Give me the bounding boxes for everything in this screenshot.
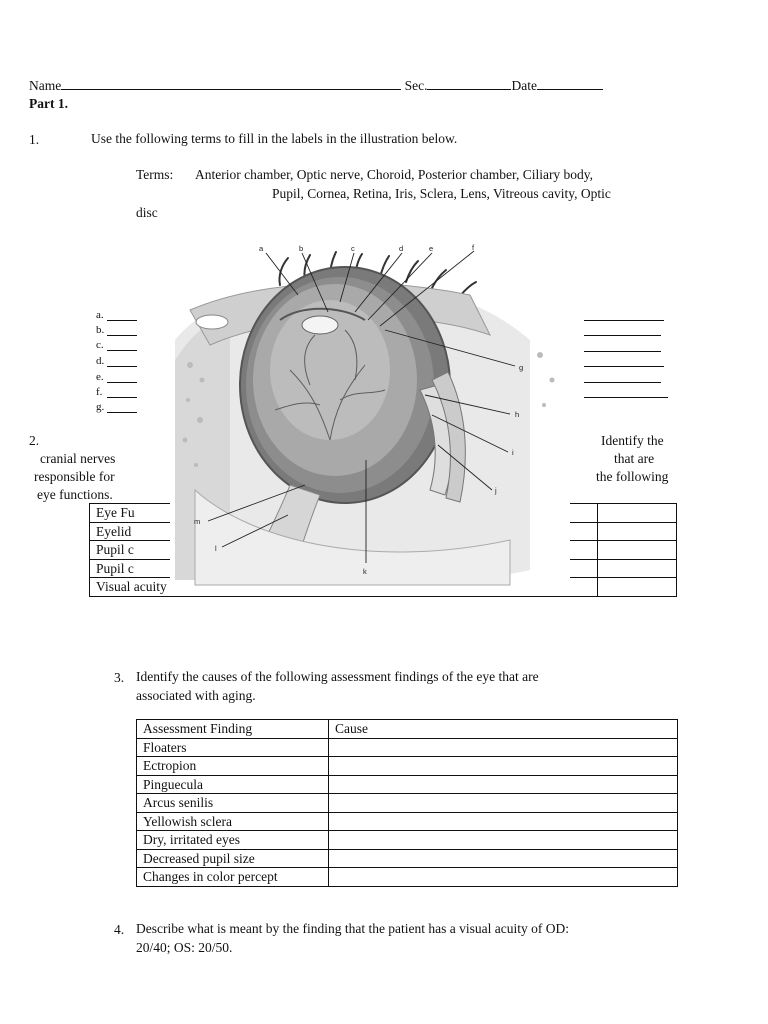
q1-text: Use the following terms to fill in the labels in the illustration below. <box>91 131 458 146</box>
aging-findings-table <box>136 719 678 887</box>
name-label: Name <box>29 78 62 93</box>
table-cell: Floaters <box>137 738 329 757</box>
table-row <box>137 849 678 868</box>
sec-label: Sec. <box>404 78 428 93</box>
table-cell[interactable] <box>598 541 677 560</box>
figure-label-c: c <box>351 244 355 253</box>
table-row <box>137 794 678 813</box>
q2-right-line-2: that are <box>614 451 655 466</box>
q2-number: 2. <box>29 433 40 448</box>
answer-line-right-2[interactable] <box>584 335 661 336</box>
table-cell: Pinguecula <box>137 775 329 794</box>
answer-line-f[interactable] <box>107 397 137 398</box>
q2-right-line-1: Identify the <box>601 433 664 448</box>
answer-letter-b: b. <box>96 324 105 336</box>
figure-label-l: l <box>215 544 217 553</box>
figure-label-i: i <box>512 448 514 457</box>
date-label: Date <box>511 78 537 93</box>
q3-line-1: Identify the causes of the following assessment findings of the eye that are <box>136 669 539 684</box>
terms-line-3: disc <box>136 205 158 220</box>
q4-number: 4. <box>114 922 125 937</box>
answer-line-g[interactable] <box>107 412 137 413</box>
name-field[interactable] <box>61 77 401 90</box>
header-line <box>29 77 603 94</box>
figure-label-m: m <box>194 517 201 526</box>
sec-field[interactable] <box>427 77 511 90</box>
answer-letter-c: c. <box>96 339 104 351</box>
date-field[interactable] <box>537 77 603 90</box>
answer-line-b[interactable] <box>107 335 137 336</box>
table-cell[interactable] <box>598 578 677 597</box>
table-row <box>137 831 678 850</box>
col-header-assessment-finding: Assessment Finding <box>137 720 329 739</box>
q4-line-1: Describe what is meant by the finding that the patient has a visual acuity of OD: <box>136 921 570 936</box>
table-cell: Decreased pupil size <box>137 849 329 868</box>
table-row <box>137 868 678 887</box>
answer-line-d[interactable] <box>107 366 137 367</box>
answer-line-c[interactable] <box>107 350 137 351</box>
q1-number: 1. <box>29 132 40 147</box>
figure-label-d: d <box>399 244 404 253</box>
answer-letter-d: d. <box>96 355 105 367</box>
answer-line-right-5[interactable] <box>584 382 661 383</box>
figure-label-f: f <box>472 243 475 252</box>
terms-line-2: Pupil, Cornea, Retina, Iris, Sclera, Lens, Vitreous cavity, Optic <box>272 186 611 201</box>
table-cell[interactable] <box>598 504 677 523</box>
q2-left-line-3: eye functions. <box>37 487 113 502</box>
q3-number: 3. <box>114 670 125 685</box>
answer-line-right-3[interactable] <box>584 351 661 352</box>
table-cell[interactable] <box>598 522 677 541</box>
col-header-cause: Cause <box>329 720 678 739</box>
table-cell: Yellowish sclera <box>137 812 329 831</box>
answer-letter-a: a. <box>96 309 104 321</box>
table-cell: Ectropion <box>137 757 329 776</box>
cause-cell[interactable] <box>329 775 678 794</box>
q2-left-line-2: responsible for <box>34 469 115 484</box>
cause-cell[interactable] <box>329 831 678 850</box>
cause-cell[interactable] <box>329 868 678 887</box>
q4-line-2: 20/40; OS: 20/50. <box>136 940 233 955</box>
table-row <box>137 812 678 831</box>
table-row <box>137 738 678 757</box>
part-title: Part 1. <box>29 96 68 111</box>
answer-letter-f: f. <box>96 386 103 398</box>
figure-label-j: j <box>495 486 497 495</box>
answer-line-a[interactable] <box>107 320 137 321</box>
answer-letter-g: g. <box>96 401 105 413</box>
table-cell[interactable] <box>598 559 677 578</box>
table-cell: Eye Fu <box>90 504 598 523</box>
table-cell: Pupil c <box>90 541 598 560</box>
q3-line-2: associated with aging. <box>136 688 256 703</box>
table-header-row <box>137 720 678 739</box>
cause-cell[interactable] <box>329 738 678 757</box>
cause-cell[interactable] <box>329 757 678 776</box>
eye-cross-section-figure <box>170 240 570 590</box>
answer-line-right-4[interactable] <box>584 366 664 367</box>
table-cell: Dry, irritated eyes <box>137 831 329 850</box>
answer-letter-e: e. <box>96 371 104 383</box>
table-cell: Pupil c <box>90 559 598 578</box>
answer-line-right-6[interactable] <box>584 397 668 398</box>
cause-cell[interactable] <box>329 849 678 868</box>
table-cell: Eyelid <box>90 522 598 541</box>
figure-label-g: g <box>519 363 524 372</box>
figure-label-b: b <box>299 244 304 253</box>
q2-right-line-3: the following <box>596 469 669 484</box>
figure-label-h: h <box>515 410 520 419</box>
figure-label-a: a <box>259 244 264 253</box>
table-cell: Changes in color percept <box>137 868 329 887</box>
terms-line-1: Anterior chamber, Optic nerve, Choroid, Posterior chamber, Ciliary body, <box>195 167 594 182</box>
table-cell: Arcus senilis <box>137 794 329 813</box>
table-cell: Visual acuity <box>90 578 598 597</box>
cause-cell[interactable] <box>329 812 678 831</box>
terms-label: Terms: <box>136 167 174 182</box>
q2-left-line-1: cranial nerves <box>40 451 116 466</box>
table-row <box>137 757 678 776</box>
figure-label-e: e <box>429 244 434 253</box>
table-row <box>137 775 678 794</box>
answer-line-e[interactable] <box>107 382 137 383</box>
figure-label-k: k <box>363 567 367 576</box>
cause-cell[interactable] <box>329 794 678 813</box>
answer-line-right-1[interactable] <box>584 320 664 321</box>
